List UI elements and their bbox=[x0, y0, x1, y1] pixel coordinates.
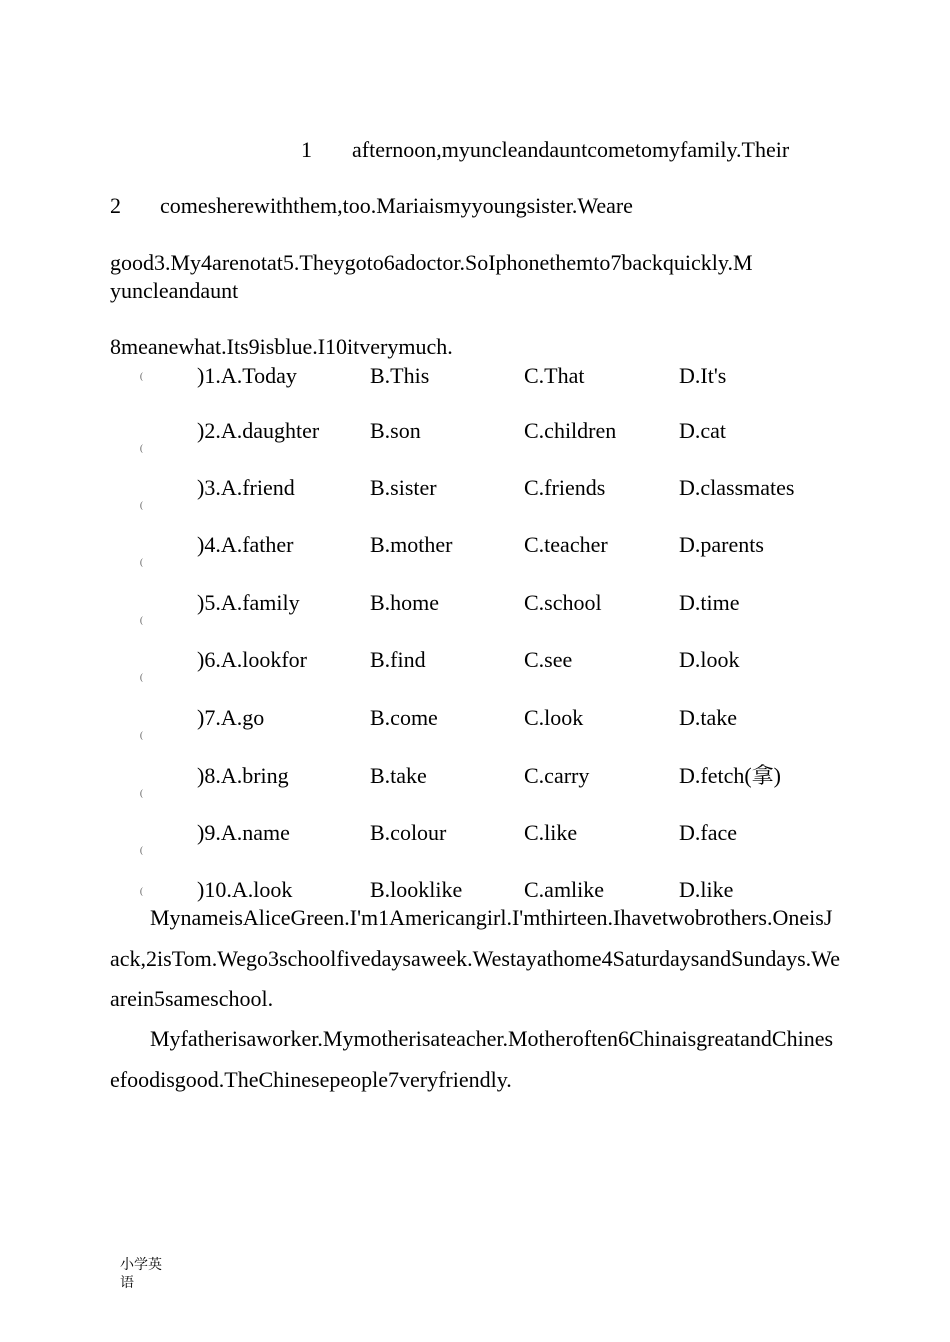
footer-line-1: 小学英 bbox=[120, 1257, 162, 1273]
option-d: D.look bbox=[679, 647, 740, 672]
question-row bbox=[0, 762, 950, 798]
option-a: )4.A.father bbox=[197, 532, 294, 557]
answer-paren: ( bbox=[140, 615, 143, 625]
blank-number-1: 1 bbox=[301, 137, 312, 162]
answer-paren: ( bbox=[140, 443, 143, 453]
passage-1-line-4: yuncleandaunt bbox=[110, 278, 239, 303]
question-row bbox=[0, 531, 950, 567]
option-a: )7.A.go bbox=[197, 705, 265, 730]
option-d: D.time bbox=[679, 590, 740, 615]
passage-2-paragraph-2-text: Myfatherisaworker.Mymotherisateacher.Motheroften6ChinaisgreatandChinesefoodisgood.TheChinesepeople7veryfriendly. bbox=[110, 1026, 834, 1092]
option-a: )1.A.Today bbox=[197, 363, 297, 388]
option-a: )9.A.name bbox=[197, 820, 290, 845]
option-c: C.school bbox=[524, 590, 602, 615]
question-row bbox=[0, 474, 950, 510]
answer-paren: ( bbox=[140, 730, 143, 740]
option-b: B.This bbox=[370, 363, 430, 388]
option-b: B.mother bbox=[370, 532, 453, 557]
option-d: D.take bbox=[679, 705, 738, 730]
passage-1-line-1: afternoon,myuncleandauntcometomyfamily.Their bbox=[352, 137, 790, 162]
option-b: B.sister bbox=[370, 475, 437, 500]
option-d: D.cat bbox=[679, 418, 727, 443]
option-d: D.classmates bbox=[679, 475, 795, 500]
option-c: C.children bbox=[524, 418, 617, 443]
option-d: D.It's bbox=[679, 363, 727, 388]
option-c: C.see bbox=[524, 647, 573, 672]
question-row bbox=[0, 589, 950, 625]
option-b: B.looklike bbox=[370, 877, 463, 902]
passage-2-paragraph-1 bbox=[110, 898, 840, 1020]
answer-paren: ( bbox=[140, 886, 143, 896]
passage-1-line-2: comesherewiththem,too.Mariaismyyoungsister.Weare bbox=[160, 193, 633, 218]
option-c: C.like bbox=[524, 820, 578, 845]
option-d: D.fetch(拿) bbox=[679, 763, 782, 788]
question-row bbox=[0, 704, 950, 740]
option-b: B.find bbox=[370, 647, 426, 672]
question-row bbox=[0, 417, 950, 453]
answer-paren: ( bbox=[140, 371, 143, 381]
option-b: B.son bbox=[370, 418, 421, 443]
option-b: B.take bbox=[370, 763, 427, 788]
option-a: )6.A.lookfor bbox=[197, 647, 307, 672]
passage-2-paragraph-2 bbox=[110, 1019, 840, 1100]
option-c: C.friends bbox=[524, 475, 606, 500]
passage-1-line-3: good3.My4arenotat5.Theygoto6adoctor.SoIphonethemto7backquickly.M bbox=[110, 250, 753, 275]
answer-paren: ( bbox=[140, 672, 143, 682]
option-c: C.That bbox=[524, 363, 585, 388]
option-b: B.colour bbox=[370, 820, 447, 845]
answer-paren: ( bbox=[140, 788, 143, 798]
option-c: C.carry bbox=[524, 763, 590, 788]
option-c: C.look bbox=[524, 705, 584, 730]
option-c: C.amlike bbox=[524, 877, 605, 902]
answer-paren: ( bbox=[140, 845, 143, 855]
blank-number-2: 2 bbox=[110, 193, 121, 218]
option-d: D.parents bbox=[679, 532, 764, 557]
option-c: C.teacher bbox=[524, 532, 608, 557]
question-row bbox=[0, 362, 950, 392]
answer-paren: ( bbox=[140, 557, 143, 567]
option-b: B.come bbox=[370, 705, 438, 730]
passage-2-paragraph-1-text: MynameisAliceGreen.I'm1Americangirl.I'mthirteen.Ihavetwobrothers.OneisJack,2isTom.Wego3schoolfivedaysaweek.Westayathome4SaturdaysandSundays.Wearein5sameschool. bbox=[110, 905, 840, 1011]
option-a: )2.A.daughter bbox=[197, 418, 320, 443]
answer-paren: ( bbox=[140, 500, 143, 510]
passage-1-line-5: 8meanewhat.Its9isblue.I10itverymuch. bbox=[110, 334, 453, 359]
option-d: D.like bbox=[679, 877, 734, 902]
page-footer bbox=[120, 1256, 170, 1292]
footer-line-2: 语 bbox=[120, 1275, 134, 1291]
question-row bbox=[0, 646, 950, 682]
option-a: )3.A.friend bbox=[197, 475, 295, 500]
option-a: )5.A.family bbox=[197, 590, 300, 615]
option-a: )10.A.look bbox=[197, 877, 293, 902]
question-row bbox=[0, 819, 950, 855]
option-b: B.home bbox=[370, 590, 440, 615]
option-d: D.face bbox=[679, 820, 738, 845]
option-a: )8.A.bring bbox=[197, 763, 289, 788]
